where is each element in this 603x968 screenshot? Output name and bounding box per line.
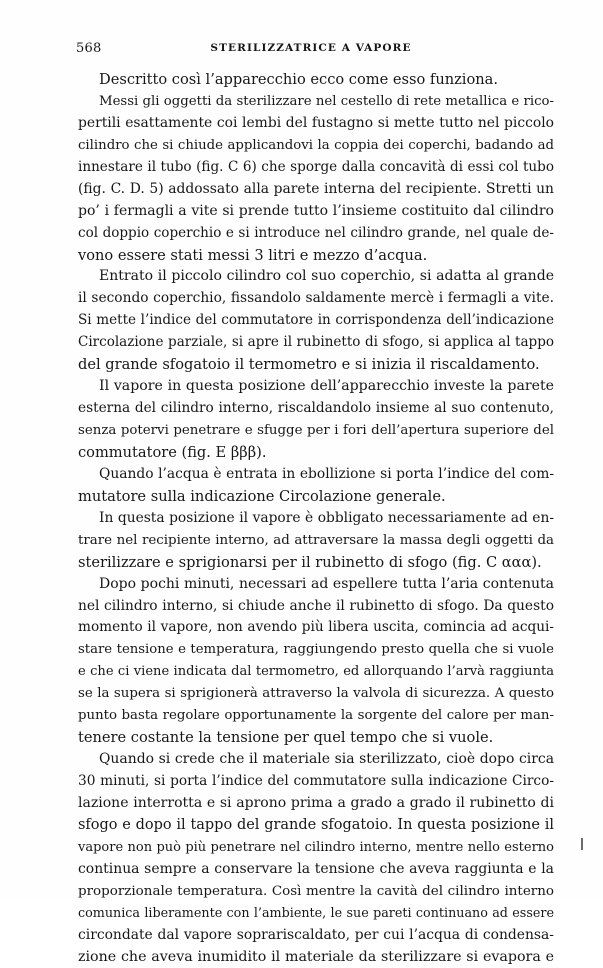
text-line: mutatore sulla indicazione Circolazione generale. [78, 486, 554, 508]
text-line: Descritto così l’apparecchio ecco come esso funziona. [78, 69, 554, 91]
text-line: (fig. C. D. 5) addossato alla parete interna del recipiente. Stretti un [78, 179, 554, 201]
text-line: tenere costante la tensione per quel tempo che si vuole. [78, 727, 554, 749]
text-line: Quando si crede che il materiale sia sterilizzato, cioè dopo circa [78, 749, 554, 771]
text-line: Circolazione parziale, si apre il rubinetto di sfogo, si applica al tappo [78, 332, 554, 354]
text-line: circondate dal vapore soprariscaldato, per cui l’acqua di condensa- [78, 925, 554, 947]
text-line: trare nel recipiente interno, ad attraversare la massa degli oggetti da [78, 530, 554, 552]
text-line: senza potervi penetrare e sfugge per i fori dell’apertura superiore del [78, 420, 554, 442]
text-line: col doppio coperchio e si introduce nel cilindro grande, nel quale de- [78, 223, 554, 245]
text-line: il secondo coperchio, fissandolo saldamente mercè i fermagli a vite. [78, 288, 554, 310]
page-edge-mark [581, 838, 583, 850]
text-line: Entrato il piccolo cilindro col suo coperchio, si adatta al grande [78, 266, 554, 288]
text-line: nel cilindro interno, si chiude anche il rubinetto di sfogo. Da questo [78, 596, 554, 618]
text-line: vono essere stati messi 3 litri e mezzo d’acqua. [78, 245, 554, 267]
text-line: innestare il tubo (fig. C 6) che sporge dalla concavità di essi col tubo [78, 157, 554, 179]
text-line: 30 minuti, si porta l’indice del commutatore sulla indicazione Circo- [78, 771, 554, 793]
page-header [76, 41, 546, 59]
text-line: comunica liberamente con l’ambiente, le sue pareti continuano ad essere [78, 903, 554, 925]
page-number: 568 [76, 41, 101, 56]
text-line: Il vapore in questa posizione dell’apparecchio investe la parete [78, 376, 554, 398]
text-line: del grande sfogatoio il termometro e si inizia il riscaldamento. [78, 354, 554, 376]
body-text [78, 69, 554, 968]
text-line: proporzionale temperatura. Così mentre la cavità del cilindro interno [78, 881, 554, 903]
text-line: punto basta regolare opportunamente la sorgente del calore per man- [78, 705, 554, 727]
running-title: STERILIZZATRICE A VAPORE [76, 42, 546, 54]
text-line: sfogo e dopo il tappo del grande sfogatoio. In questa posizione il [78, 815, 554, 837]
text-line: lazione interrotta e si aprono prima a grado a grado il rubinetto di [78, 793, 554, 815]
text-line: Si mette l’indice del commutatore in corrispondenza dell’indicazione [78, 310, 554, 332]
text-line: po’ i fermagli a vite si prende tutto l’insieme costituito dal cilindro [78, 201, 554, 223]
text-line: cilindro che si chiude applicandovi la coppia dei coperchi, badando ad [78, 135, 554, 157]
text-line: momento il vapore, non avendo più libera uscita, comincia ad acqui- [78, 617, 554, 639]
text-line: continua sempre a conservare la tensione che aveva raggiunta e la [78, 859, 554, 881]
text-line: zione che aveva inumidito il materiale da sterilizzare si evapora e [78, 947, 554, 968]
text-line: vapore non può più penetrare nel cilindro interno, mentre nello esterno [78, 837, 554, 859]
text-line: se la supera si sprigionerà attraverso la valvola di sicurezza. A questo [78, 683, 554, 705]
text-line: sterilizzare e sprigionarsi per il rubinetto di sfogo (fig. C ααα). [78, 552, 554, 574]
text-line: Quando l’acqua è entrata in ebollizione si porta l’indice del com- [78, 464, 554, 486]
text-line: esterna del cilindro interno, riscaldandolo insieme al suo contenuto, [78, 398, 554, 420]
text-line: Dopo pochi minuti, necessari ad espellere tutta l’aria contenuta [78, 574, 554, 596]
text-line: commutatore (fig. E βββ). [78, 442, 554, 464]
text-line: pertili esattamente coi lembi del fustagno si mette tutto nel piccolo [78, 113, 554, 135]
text-line: Messi gli oggetti da sterilizzare nel cestello di rete metallica e rico- [78, 91, 554, 113]
text-line: In questa posizione il vapore è obbligato necessariamente ad en- [78, 508, 554, 530]
text-line: stare tensione e temperatura, raggiungendo presto quella che si vuole [78, 639, 554, 661]
text-line: e che ci viene indicata dal termometro, ed allorquando l’arvà raggiunta [78, 661, 554, 683]
